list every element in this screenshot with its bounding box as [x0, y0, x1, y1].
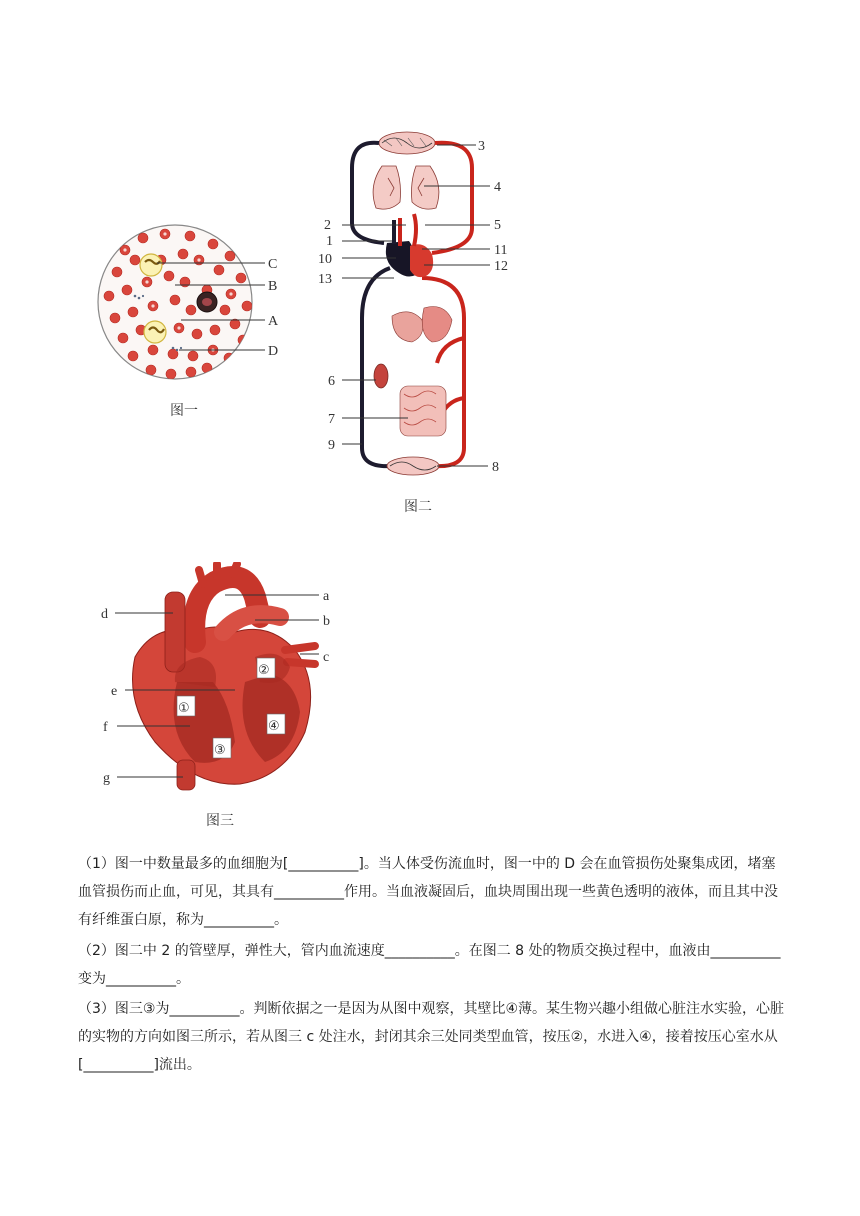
figure-2-caption: 图二	[404, 499, 432, 515]
label-e: e	[111, 684, 118, 699]
lung-capillaries	[379, 132, 435, 154]
chamber-4: ④	[268, 719, 280, 734]
white-blood-cell-lower	[144, 321, 166, 343]
label-a: a	[323, 589, 330, 604]
label-12: 12	[494, 259, 508, 274]
figure-2-circulation	[312, 128, 527, 493]
label-b: b	[323, 614, 330, 629]
label-13: 13	[318, 272, 332, 287]
label-c: c	[323, 650, 330, 665]
figure-3-caption: 图三	[206, 813, 234, 829]
label-11: 11	[494, 243, 508, 258]
figure-3-heart	[95, 562, 345, 802]
label-4: 4	[494, 180, 501, 195]
figure-1-caption: 图一	[170, 403, 198, 419]
label-10: 10	[318, 252, 332, 267]
heart	[386, 214, 433, 277]
question-2-text: （2）图二中 2 的管壁厚，弹性大，管内血流速度__________。在图二 8 处的物质交换过程中，血液由__________变为__________。	[78, 943, 781, 987]
chamber-3: ③	[214, 743, 226, 758]
label-7: 7	[328, 412, 335, 427]
question-3	[78, 995, 788, 1079]
label-d: d	[101, 607, 108, 622]
label-g: g	[103, 771, 110, 786]
lungs	[373, 166, 439, 209]
label-c: C	[268, 257, 278, 272]
label-3: 3	[478, 139, 485, 154]
label-9: 9	[328, 438, 335, 453]
liver-stomach	[392, 307, 452, 343]
inferior-vena-cava	[177, 760, 195, 790]
label-2: 2	[324, 218, 331, 233]
label-b: B	[268, 279, 278, 294]
question-2	[78, 937, 788, 993]
question-1	[78, 850, 788, 934]
label-5: 5	[494, 218, 501, 233]
label-6: 6	[328, 374, 335, 389]
label-f: f	[103, 720, 108, 735]
chamber-1: ①	[178, 701, 190, 716]
figure-1-blood-smear	[95, 220, 300, 390]
label-8: 8	[492, 460, 499, 475]
question-1-text: （1）图一中数量最多的血细胞为[__________]。当人体受伤流血时，图一中的 D 会在血管损伤处聚集成团，堵塞血管损伤而止血，可见，其具有__________作用。当血液凝固后，血块周围出现一些黄色透明的液体，而且其中没有纤维蛋白原，称为__________。	[78, 856, 778, 928]
superior-vena-cava	[165, 592, 185, 672]
label-d: D	[268, 344, 279, 359]
kidney	[374, 364, 388, 388]
intestines	[400, 386, 446, 436]
label-1: 1	[326, 234, 333, 249]
chamber-2: ②	[258, 663, 270, 678]
body-capillaries	[387, 457, 439, 475]
label-a: A	[268, 314, 279, 329]
white-blood-cell-a	[197, 292, 217, 312]
question-3-text: （3）图三③为__________。判断依据之一是因为从图中观察，其壁比④薄。某生物兴趣小组做心脏注水实验，心脏的实物的方向如图三所示，若从图三 c 处注水，封闭其余三处同类型血管，按压②，水进入④，接着按压心室水从[__________]流出。	[78, 1001, 785, 1073]
white-blood-cell-c	[140, 254, 162, 276]
